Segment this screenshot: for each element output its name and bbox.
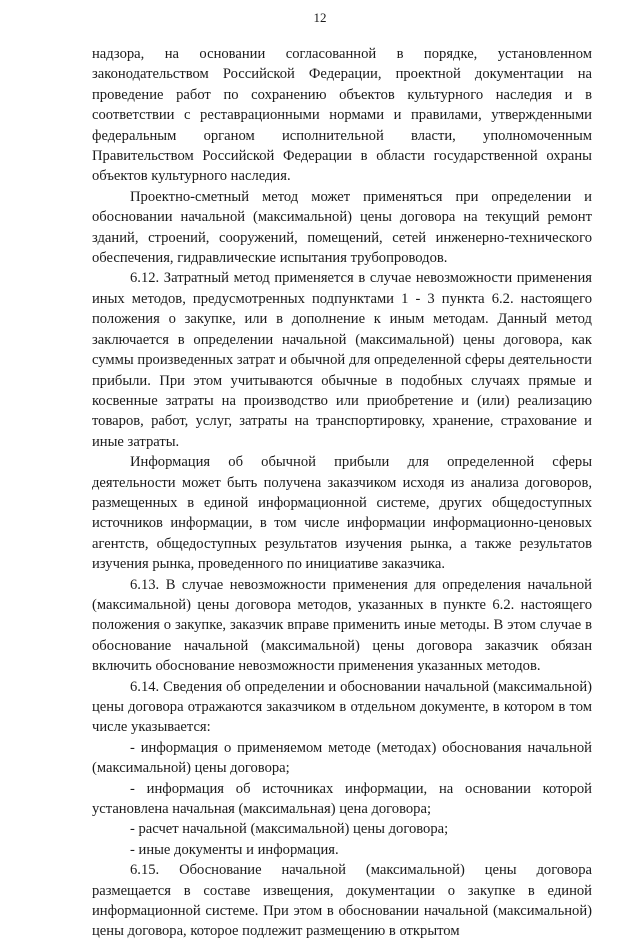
list-item: - информация об источниках информации, на основании которой установлена начальная (максимальная) цена договора; — [92, 780, 592, 818]
document-body — [92, 44, 592, 942]
paragraph-profit-info: Информация об обычной прибыли для определенной сферы деятельности может быть получена заказчиком исходя из анализа договоров, размещенных в единой информационной системе, других общедоступных источников информации, в том числе информации информационно-ценовых агентств, общедоступных результатов изучения рынка, а также результатов изучения рынка, проведенного по инициативе заказчика. — [92, 454, 592, 573]
paragraph-6-12: 6.12. Затратный метод применяется в случае невозможности применения иных методов, предусмотренных подпунктами 1 - 3 пункта 6.2. настоящего положения о закупке, или в дополнение к иным методам. Данный метод заключается в определении начальной (максимальной) цены договора, как суммы произведенных затрат и обычной для определенной сферы деятельности прибыли. При этом учитываются обычные в подобных случаях прямые и косвенные затраты на производство или приобретение и (или) реализацию товаров, работ, услуг, затраты на транспортировку, хранение, страхование и иные затраты. — [92, 270, 592, 450]
paragraph-design-estimate-method: Проектно-сметный метод может применяться при определении и обосновании начальной (максимальной) цены договора на текущий ремонт зданий, строений, сооружений, помещений, сетей инженерно-технического обеспечения, гидравлические испытания трубопроводов. — [92, 188, 592, 267]
paragraph-6-14: 6.14. Сведения об определении и обосновании начальной (максимальной) цены договора отражаются заказчиком в отдельном документе, в котором в том числе указывается: — [92, 678, 592, 736]
paragraph-6-15: 6.15. Обоснование начальной (максимальной) цены договора размещается в составе извещения, документации о закупке в единой информационной системе. При этом в обосновании начальной (максимальной) цены договора, которое подлежит размещению в открытом — [92, 862, 592, 940]
list-item: - иные документы и информация. — [130, 841, 339, 858]
paragraph-continuation: надзора, на основании согласованной в порядке, установленном законодательством Российской Федерации, проектной документации на проведение работ по сохранению объектов культурного наследия и в соответствии с реставрационными нормами и правилами, утвержденными федеральным органом исполнительной власти, уполномоченным Правительством Российской Федерации в области государственной охраны объектов культурного наследия. — [92, 46, 592, 185]
page-number: 12 — [313, 10, 327, 25]
list-item: - информация о применяемом методе (методах) обоснования начальной (максимальной) цены договора; — [92, 739, 592, 777]
paragraph-6-13: 6.13. В случае невозможности применения для определения начальной (максимальной) цены договора методов, указанных в пункте 6.2. настоящего положения о закупке, заказчик вправе применить иные методы. В этом случае в обоснование начальной (максимальной) цены договора заказчик обязан включить обоснование невозможности применения указанных методов. — [92, 576, 592, 675]
list-item: - расчет начальной (максимальной) цены договора; — [130, 821, 449, 838]
